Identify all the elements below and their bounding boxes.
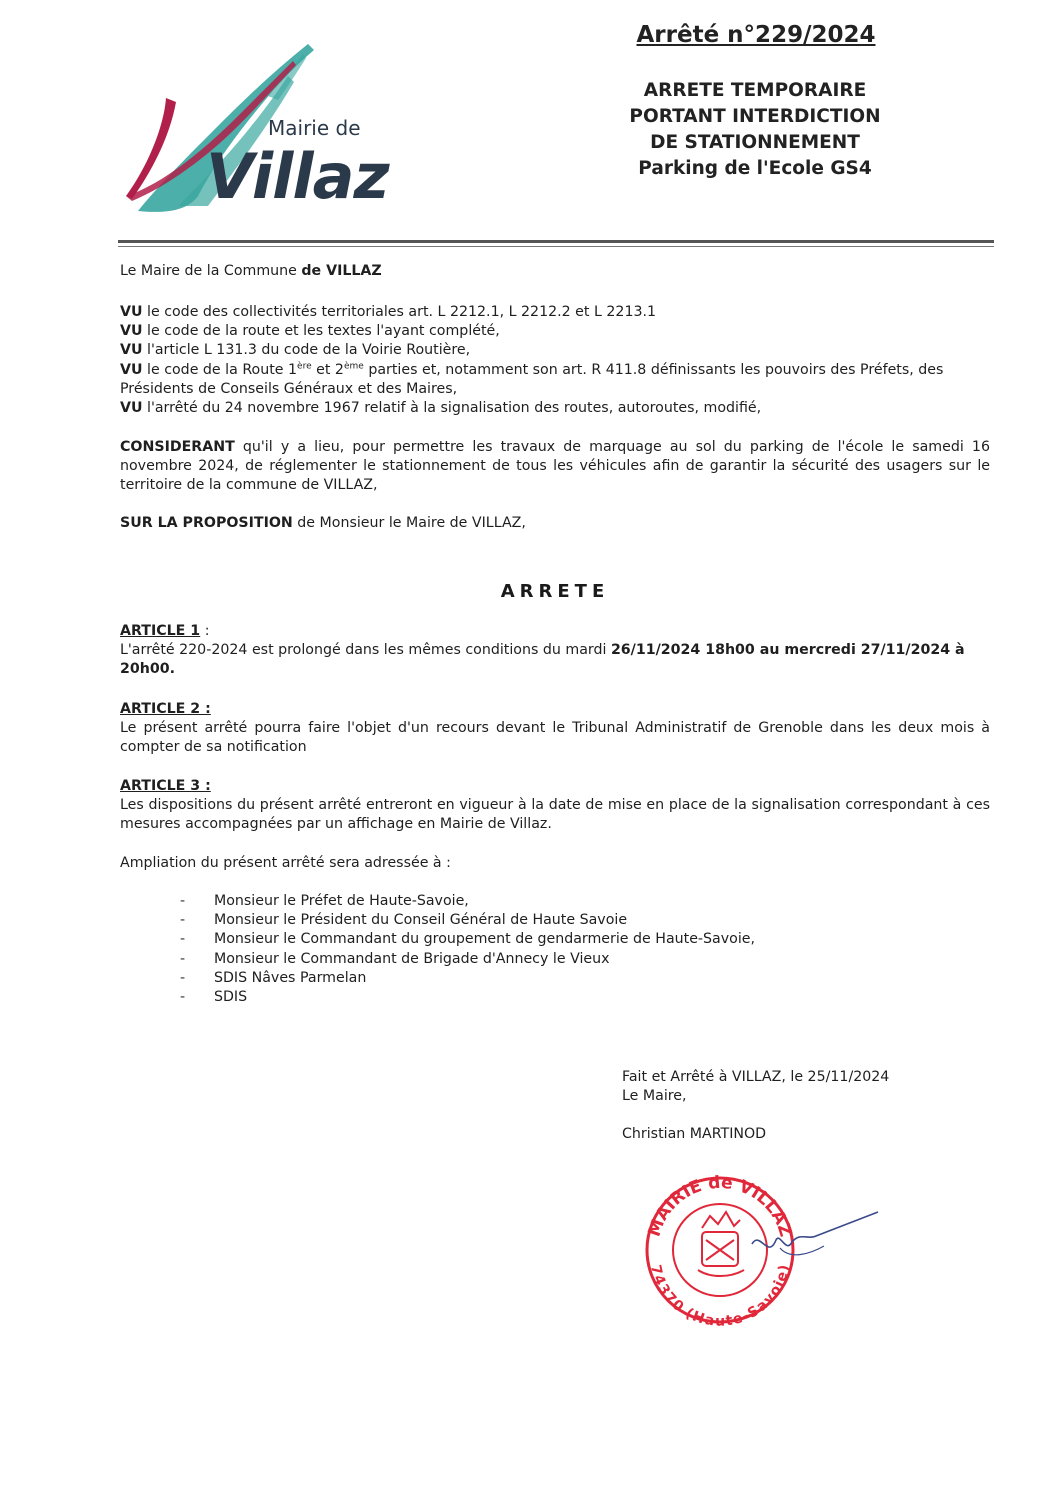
vu-text: le code de la route et les textes l'ayant complété,	[142, 323, 500, 340]
list-item	[180, 911, 880, 930]
vu-text: parties et, notamment son art. R 411.8 définissants les pouvoirs des Préfets, des Présidents de Conseils Généraux et des Maires,	[120, 361, 944, 397]
list-item	[180, 969, 880, 988]
vu-section	[120, 303, 990, 418]
vu-keyword: VU	[120, 342, 143, 359]
article-1-heading-row	[120, 622, 990, 641]
article-dates: 26/11/2024 18h00 au mercredi 27/11/2024 à 20h00.	[120, 642, 965, 678]
considerant-keyword: CONSIDERANT	[120, 439, 235, 455]
proposition-text: de Monsieur le Maire de VILLAZ,	[292, 515, 526, 531]
article-1-body	[120, 641, 990, 679]
recipient: SDIS	[214, 988, 248, 1005]
vu-sup: ère	[297, 360, 312, 371]
list-dash: -	[180, 950, 186, 967]
maire-commune: de VILLAZ	[301, 263, 382, 279]
mairie-logo	[118, 36, 389, 216]
list-item	[180, 892, 880, 911]
ampliation-intro: Ampliation du présent arrêté sera adressée à :	[120, 855, 451, 871]
proposition-keyword: SUR LA PROPOSITION	[120, 515, 293, 531]
list-item	[180, 988, 880, 1007]
header-title-line: DE STATIONNEMENT	[650, 132, 860, 153]
considerant-text: qu'il y a lieu, pour permettre les travaux de marquage au sol du parking de l'école le samedi 16 novembre 2024, de réglementer le stationnement de tous les véhicules afin de garantir la sécurité des usagers sur le territoire de la commune de VILLAZ,	[120, 439, 990, 494]
signature-block	[622, 1068, 952, 1145]
logo-big-text: Villaz	[206, 140, 389, 213]
list-dash: -	[180, 988, 186, 1005]
recipient-list	[180, 892, 880, 1007]
recipient: Monsieur le Commandant du groupement de gendarmerie de Haute-Savoie,	[214, 931, 756, 948]
logo-small-text: Mairie de	[268, 116, 361, 140]
article-text: Le présent arrêté pourra faire l'objet d'un recours devant le Tribunal Administratif de Grenoble dans les deux mois à compter de sa notification	[120, 720, 990, 756]
considerant-paragraph	[120, 438, 990, 496]
arrete-number: Arrêté n°229/2024	[636, 22, 876, 48]
vu-keyword: VU	[120, 361, 143, 378]
header-title-line: Parking de l'Ecole GS4	[638, 158, 872, 179]
place-date: Fait et Arrêté à VILLAZ, le 25/11/2024	[622, 1069, 890, 1085]
article-text: L'arrêté 220-2024 est prolongé dans les mêmes conditions du mardi	[120, 642, 611, 659]
vu-line	[120, 322, 990, 341]
recipient: Monsieur le Commandant de Brigade d'Annecy le Vieux	[214, 950, 610, 967]
list-dash: -	[180, 893, 186, 909]
recipient: Monsieur le Président du Conseil Général de Haute Savoie	[214, 912, 628, 929]
arrete-heading: ARRETE	[500, 581, 610, 602]
article-3	[120, 777, 990, 835]
vu-line-route	[120, 361, 990, 399]
signatory-role: Le Maire,	[622, 1088, 687, 1105]
vu-text: le code des collectivités territoriales art. L 2212.1, L 2212.2 et L 2213.1	[142, 304, 657, 320]
proposition-paragraph	[120, 514, 990, 533]
header-title-line: PORTANT INTERDICTION	[629, 106, 881, 127]
vu-keyword: VU	[120, 400, 143, 417]
article-heading: ARTICLE 3 :	[120, 778, 211, 794]
vu-keyword: VU	[120, 323, 143, 340]
article-1	[120, 622, 990, 680]
article-heading: ARTICLE 1	[120, 623, 201, 639]
article-heading-suffix: :	[200, 623, 210, 639]
vu-line	[120, 341, 990, 360]
maire-intro	[120, 262, 990, 281]
header-divider-thin	[118, 246, 994, 247]
stamp-top-text: MAIRIE de VILLAZ	[644, 1172, 796, 1240]
stamp-graphic	[640, 1170, 890, 1330]
signatory-name: Christian MARTINOD	[622, 1126, 767, 1143]
vu-line	[120, 303, 990, 322]
article-heading: ARTICLE 2 :	[120, 701, 211, 717]
vu-line	[120, 399, 990, 418]
header-divider	[118, 240, 994, 243]
list-dash: -	[180, 931, 186, 948]
article-text: Les dispositions du présent arrêté entreront en vigueur à la date de mise en place de la signalisation correspondant à ces mesures accompagnées par un affichage en Mairie de Villaz.	[120, 797, 990, 833]
list-item	[180, 930, 880, 949]
list-item	[180, 950, 880, 969]
vu-keyword: VU	[120, 304, 143, 320]
article-2	[120, 700, 990, 758]
header-titles	[600, 78, 910, 182]
list-dash: -	[180, 969, 186, 986]
vu-text: l'article L 131.3 du code de la Voirie Routière,	[142, 342, 471, 359]
header-title-line: ARRETE TEMPORAIRE	[643, 80, 867, 101]
official-stamp	[640, 1170, 890, 1330]
recipient: SDIS Nâves Parmelan	[214, 969, 367, 986]
stamp-bottom-text: 74370 (Haute-Savoie)	[647, 1263, 793, 1330]
maire-prefix: Le Maire de la Commune	[120, 263, 302, 279]
recipient: Monsieur le Préfet de Haute-Savoie,	[214, 893, 469, 909]
vu-sup: ème	[343, 360, 364, 371]
vu-text: le code de la Route 1	[142, 361, 298, 378]
list-dash: -	[180, 912, 186, 929]
vu-text: l'arrêté du 24 novembre 1967 relatif à la signalisation des routes, autoroutes, modifié,	[142, 400, 762, 417]
svg-text:MAIRIE de VILLAZ	[645, 1173, 796, 1239]
vu-text: et 2	[311, 361, 344, 378]
